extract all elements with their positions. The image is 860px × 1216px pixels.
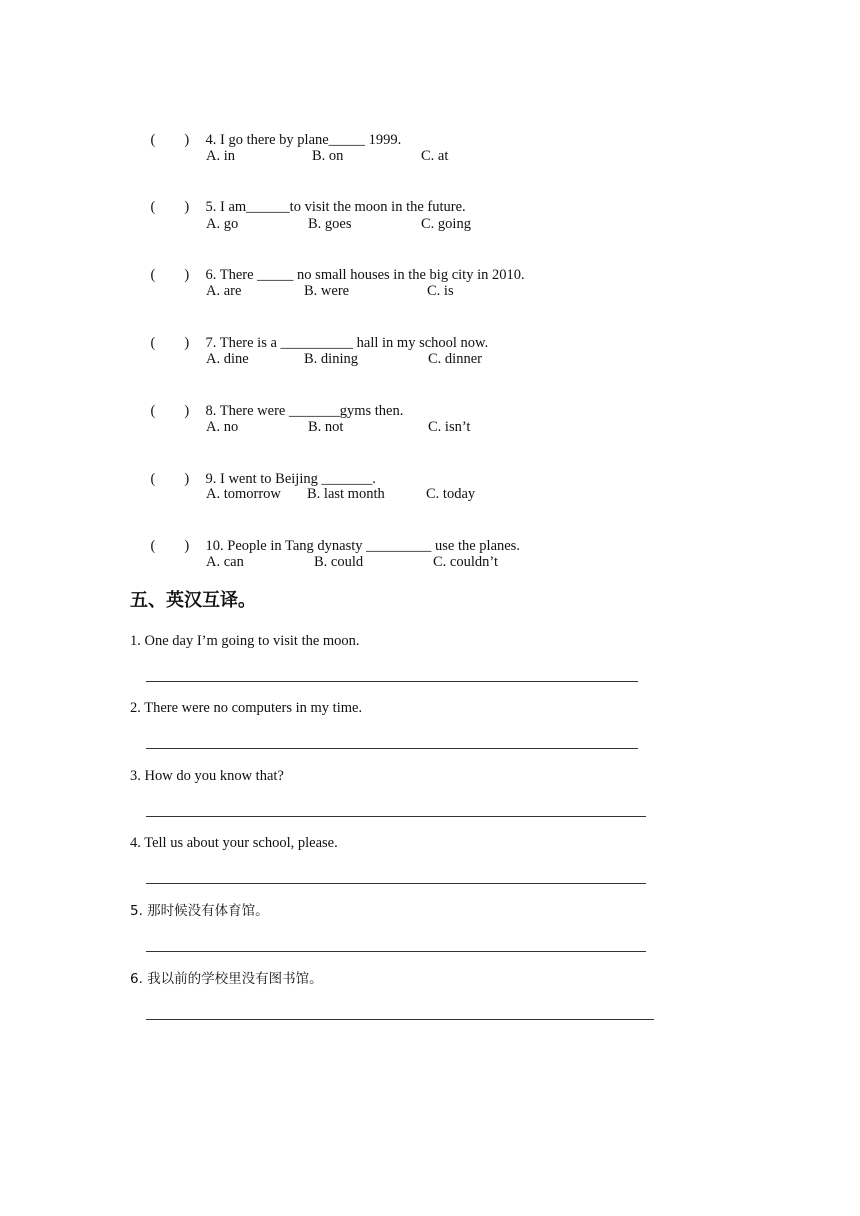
question-text: 10. People in Tang dynasty _________ use the planes.	[205, 538, 520, 554]
answer-bracket: ( )	[150, 132, 190, 148]
option-b: B. on	[312, 148, 344, 164]
answer-bracket: ( )	[150, 267, 190, 283]
option-b: B. dining	[304, 351, 358, 367]
option-a: A. can	[206, 554, 244, 570]
option-c: C. today	[426, 486, 476, 502]
option-b: B. not	[308, 419, 344, 435]
question-text: 8. There were _______gyms then.	[205, 403, 404, 419]
option-c: C. is	[427, 283, 454, 299]
answer-bracket: ( )	[150, 471, 190, 487]
option-c: C. couldn’t	[433, 554, 498, 570]
question-text: 4. I go there by plane_____ 1999.	[205, 132, 402, 148]
translation-item-4: 4. Tell us about your school, please.	[130, 835, 338, 851]
answer-bracket: ( )	[150, 335, 190, 351]
option-c: C. isn’t	[428, 419, 471, 435]
translation-item-5: 5. 那时候没有体育馆。	[130, 903, 269, 919]
option-a: A. no	[206, 419, 239, 435]
answer-line-2	[146, 748, 638, 749]
option-c: C. at	[421, 148, 449, 164]
answer-line-5	[146, 951, 646, 952]
question-text: 9. I went to Beijing _______.	[205, 471, 376, 487]
answer-line-3	[146, 816, 646, 817]
option-a: A. are	[206, 283, 242, 299]
answer-line-4	[146, 883, 646, 884]
option-c: C. going	[421, 216, 471, 232]
option-b: B. last month	[307, 486, 385, 502]
answer-bracket: ( )	[150, 199, 190, 215]
option-b: B. were	[304, 283, 350, 299]
option-a: A. dine	[206, 351, 249, 367]
option-b: B. could	[314, 554, 364, 570]
question-8	[136, 384, 403, 438]
answer-line-1	[146, 681, 638, 682]
question-4	[136, 113, 401, 167]
question-text: 7. There is a __________ hall in my school now.	[205, 335, 489, 351]
answer-bracket: ( )	[150, 403, 190, 419]
option-b: B. goes	[308, 216, 352, 232]
answer-bracket: ( )	[150, 538, 190, 554]
option-a: A. in	[206, 148, 235, 164]
question-text: 5. I am______to visit the moon in the future.	[205, 199, 466, 215]
question-text: 6. There _____ no small houses in the big city in 2010.	[205, 267, 525, 283]
option-a: A. tomorrow	[206, 486, 281, 502]
translation-item-3: 3. How do you know that?	[130, 768, 284, 784]
section-title: 五、英汉互译。	[130, 590, 256, 611]
option-a: A. go	[206, 216, 239, 232]
translation-item-2: 2. There were no computers in my time.	[130, 700, 363, 716]
translation-item-6: 6. 我以前的学校里没有图书馆。	[130, 971, 323, 987]
option-c: C. dinner	[428, 351, 482, 367]
translation-item-1: 1. One day I’m going to visit the moon.	[130, 633, 360, 649]
question-5	[136, 180, 466, 234]
answer-line-6	[146, 1019, 654, 1020]
